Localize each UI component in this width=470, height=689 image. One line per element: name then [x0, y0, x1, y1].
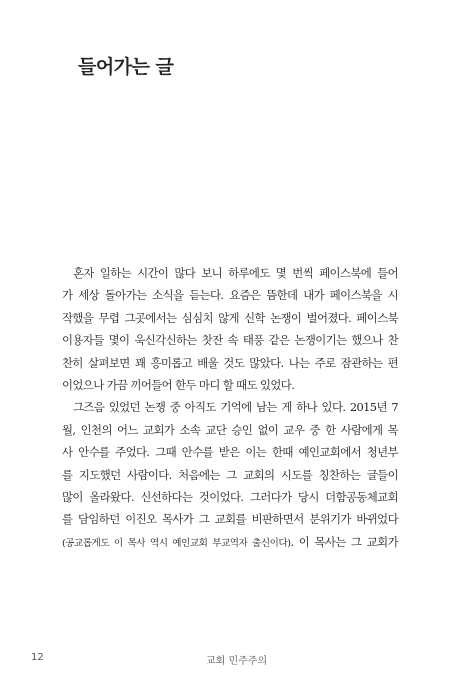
chapter-title: 들어가는 글 [78, 56, 174, 78]
text-line: 많이 올라왔다. 신선하다는 것이었다. 그러다가 당시 더함공동체교회 [62, 490, 398, 505]
body-text [62, 262, 398, 555]
text-line [62, 531, 398, 555]
text-fragment: . 이 목사는 그 교회가 [290, 534, 398, 549]
paragraph [62, 396, 398, 555]
text-line: 사 안수를 주었다. 그때 안수를 받은 이는 한때 예인교회에서 청년부 [62, 445, 398, 460]
text-line: 이었으나 가끔 끼어들어 한두 마디 할 때도 있었다. [62, 378, 295, 393]
parenthetical-note: (공교롭게도 이 목사 역시 예인교회 부교역자 출신이다) [62, 537, 291, 549]
running-title: 교회 민주주의 [206, 656, 268, 667]
text-line: 그즈음 있었던 논쟁 중 아직도 기억에 남는 게 하나 있다. 2015년 7 [73, 400, 398, 415]
paragraph [62, 262, 398, 396]
text-line: 작했을 무렵 그곳에서는 심심치 않게 신학 논쟁이 벌어졌다. 페이스북 [62, 310, 398, 325]
text-line: 월, 인천의 어느 교회가 소속 교단 승인 없이 교우 중 한 사람에게 목 [62, 422, 398, 437]
text-line: 혼자 일하는 시간이 많다 보니 하루에도 몇 번씩 페이스북에 들어 [73, 266, 398, 280]
text-line: 를 담임하던 이진오 목사가 그 교회를 비판하면서 분위기가 바뀌었다 [62, 512, 398, 527]
page-number: 12 [31, 652, 44, 663]
text-line: 를 지도했던 사람이다. 처음에는 그 교회의 시도를 칭찬하는 글들이 [62, 467, 398, 482]
text-line: 가 세상 돌아가는 소식을 듣는다. 요즘은 뜸한데 내가 페이스북을 시 [62, 288, 398, 303]
text-line: 찬히 살펴보면 꽤 흥미롭고 배울 것도 많았다. 나는 주로 잠관하는 편 [62, 355, 398, 370]
text-line: 이용자들 몇이 욱신각신하는 찻잔 속 태풍 같은 논쟁이기는 했으나 찬 [62, 333, 398, 348]
